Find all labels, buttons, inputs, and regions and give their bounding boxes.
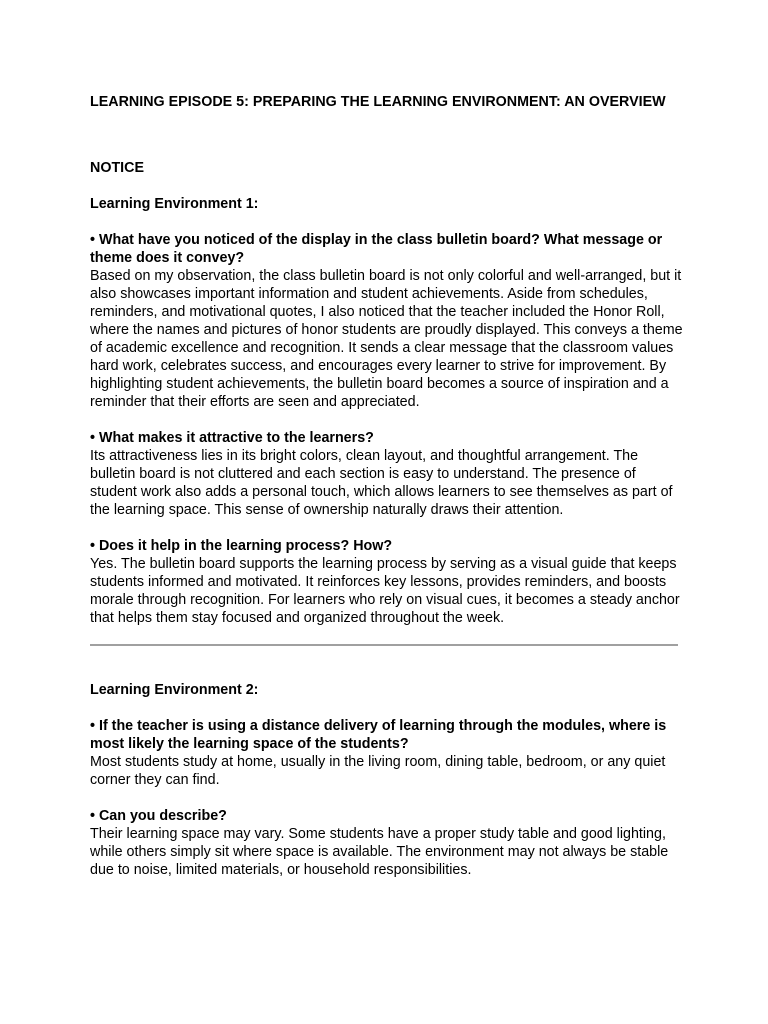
question-text: • What have you noticed of the display in the class bulletin board? What message or theme does it convey?	[90, 232, 663, 266]
question-text: • Can you describe?	[90, 808, 227, 824]
environment-2-heading: Learning Environment 2:	[90, 682, 259, 698]
environment-1-item	[90, 537, 685, 627]
environment-2-item	[90, 717, 685, 789]
answer-text: Most students study at home, usually in the living room, dining table, bedroom, or any quiet corner they can find.	[90, 754, 666, 788]
question-text: • What makes it attractive to the learners?	[90, 430, 374, 446]
answer-text: Yes. The bulletin board supports the learning process by serving as a visual guide that keeps students informed and motivated. It reinforces key lessons, provides reminders, and boosts morale through recognition. For learners who rely on visual cues, it becomes a steady anchor that helps them stay focused and organized throughout the week.	[90, 556, 680, 626]
environment-1-item	[90, 231, 685, 411]
answer-text: Their learning space may vary. Some students have a proper study table and good lighting, while others simply sit where space is available. The environment may not always be stable due to noise, limited materials, or household responsibilities.	[90, 826, 669, 878]
environment-1-item	[90, 429, 685, 519]
section-label-notice: NOTICE	[90, 160, 145, 176]
answer-text: Its attractiveness lies in its bright colors, clean layout, and thoughtful arrangement. The bulletin board is not cluttered and each section is easy to understand. The presence of student work also adds a personal touch, which allows learners to see themselves as part of the learning space. This sense of ownership naturally draws their attention.	[90, 448, 673, 518]
document-title: LEARNING EPISODE 5: PREPARING THE LEARNING ENVIRONMENT: AN OVERVIEW	[90, 94, 666, 110]
horizontal-divider	[90, 644, 678, 646]
environment-1-heading: Learning Environment 1:	[90, 196, 259, 212]
question-text: • Does it help in the learning process? How?	[90, 538, 393, 554]
answer-text: Based on my observation, the class bulletin board is not only colorful and well-arranged, but it also showcases important information and student achievements. Aside from schedules, reminders, and motivational quotes, I also noticed that the teacher included the Honor Roll, where the names and pictures of honor students are proudly displayed. This conveys a theme of academic excellence and recognition. It sends a clear message that the classroom values hard work, celebrates success, and encourages every learner to strive for improvement. By highlighting student achievements, the bulletin board becomes a source of inspiration and a reminder that their efforts are seen and appreciated.	[90, 268, 683, 410]
environment-2-item	[90, 807, 685, 879]
question-text: • If the teacher is using a distance delivery of learning through the modules, where is most likely the learning space of the students?	[90, 718, 667, 752]
document-page	[90, 93, 685, 879]
